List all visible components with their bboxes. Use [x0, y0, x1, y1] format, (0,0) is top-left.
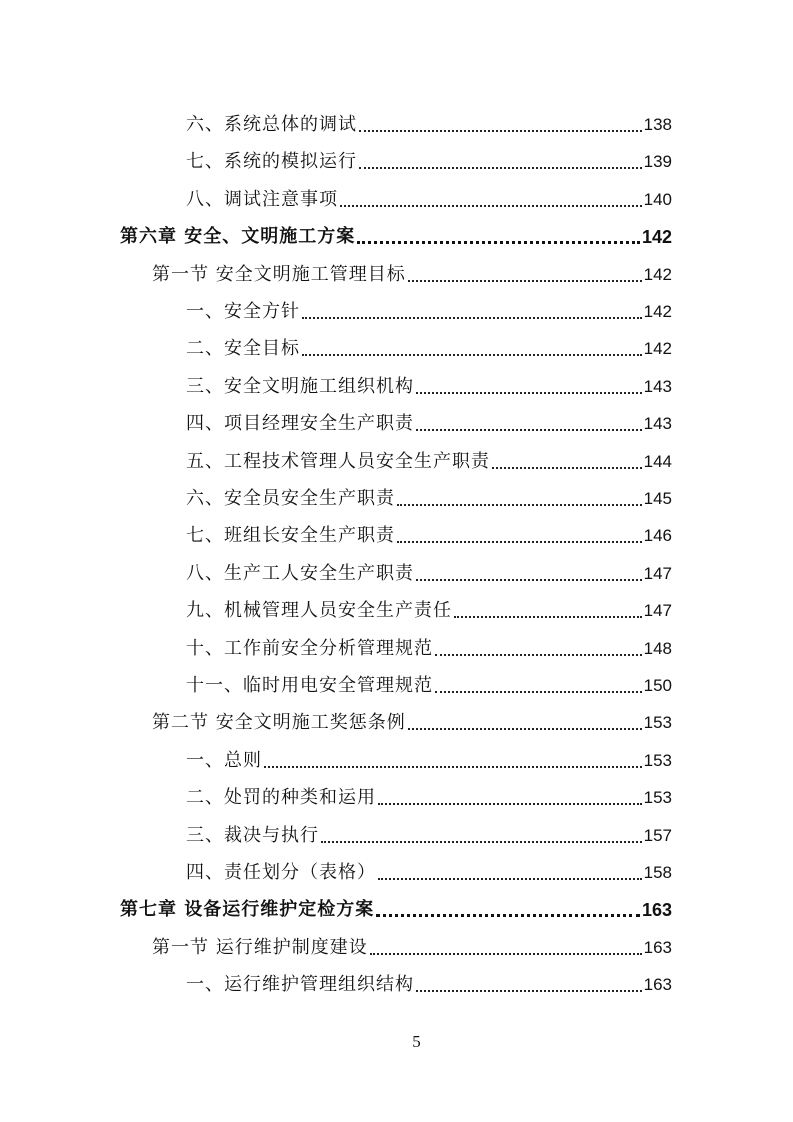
dot-leader — [492, 457, 642, 469]
toc-entry-page-number: 142 — [643, 339, 672, 359]
dot-leader — [359, 120, 642, 132]
toc-entry[interactable] — [0, 699, 672, 735]
toc-entry-page-number: 142 — [641, 227, 672, 248]
toc-entry-page-number: 153 — [643, 713, 672, 733]
toc-entry-title: 一、安全方针 — [186, 301, 300, 322]
toc-entry-page-number: 163 — [641, 900, 672, 921]
toc-entry[interactable] — [0, 812, 672, 848]
toc-entry-title: 第七章 设备运行维护定检方案 — [120, 899, 375, 921]
dot-leader — [370, 943, 642, 955]
toc-entry-page-number: 147 — [643, 563, 672, 583]
dot-leader — [397, 494, 642, 506]
toc-entry[interactable] — [0, 251, 672, 287]
toc-entry-title: 七、班组长安全生产职责 — [186, 525, 395, 547]
dot-leader — [435, 644, 642, 656]
toc-entry-title: 四、责任划分（表格） — [186, 862, 376, 883]
toc-entry-title: 一、总则 — [186, 749, 262, 771]
dot-leader — [359, 157, 642, 169]
toc-entry-page-number: 140 — [643, 189, 672, 209]
toc-entry[interactable] — [0, 924, 672, 960]
toc-entry[interactable] — [0, 288, 672, 324]
dot-leader — [454, 606, 642, 618]
dot-leader — [397, 531, 642, 543]
toc-entry[interactable] — [0, 625, 672, 661]
toc-entry[interactable] — [0, 138, 672, 174]
toc-entry-title: 九、机械管理人员安全生产责任 — [186, 600, 452, 622]
page-number: 5 — [412, 1032, 421, 1051]
toc-entry[interactable] — [0, 587, 672, 623]
dot-leader — [340, 195, 642, 207]
toc-entry-title: 七、系统的模拟运行 — [186, 151, 357, 173]
toc-entry-page-number: 142 — [643, 302, 672, 321]
toc-entry[interactable] — [0, 737, 672, 773]
toc-entry-title: 二、安全目标 — [186, 338, 300, 360]
toc-entry[interactable] — [0, 363, 672, 399]
toc-entry-page-number: 145 — [643, 489, 672, 508]
toc-entry-page-number: 150 — [643, 676, 672, 695]
toc-entry-page-number: 143 — [643, 414, 672, 434]
toc-entry-title: 第一节 安全文明施工管理目标 — [152, 263, 406, 285]
toc-entry-title: 十、工作前安全分析管理规范 — [186, 637, 433, 659]
dot-leader — [264, 756, 642, 768]
toc-entry-title: 第六章 安全、文明施工方案 — [120, 226, 356, 248]
toc-entry-page-number: 147 — [643, 601, 672, 621]
toc-entry-title: 第一节 运行维护制度建设 — [152, 936, 368, 958]
dot-leader — [416, 382, 642, 394]
dot-leader — [416, 419, 642, 431]
dot-leader — [357, 231, 640, 244]
toc-entry[interactable] — [0, 512, 672, 548]
toc-entry[interactable] — [0, 475, 672, 511]
toc-entry-title: 六、安全员安全生产职责 — [186, 488, 395, 509]
toc-entry-title: 八、调试注意事项 — [186, 188, 338, 210]
toc-entry[interactable] — [0, 849, 672, 885]
toc-entry-page-number: 139 — [643, 152, 672, 172]
toc-entry-title: 三、安全文明施工组织机构 — [186, 375, 414, 397]
toc-entry-page-number: 153 — [643, 750, 672, 770]
dot-leader — [302, 344, 642, 356]
toc-entry[interactable] — [0, 550, 672, 586]
dot-leader — [416, 980, 642, 992]
toc-entry-title: 八、生产工人安全生产职责 — [186, 562, 414, 584]
toc-entry-title: 一、运行维护管理组织结构 — [186, 974, 414, 996]
dot-leader — [408, 270, 642, 282]
dot-leader — [376, 904, 640, 917]
toc-entry-page-number: 138 — [643, 115, 672, 134]
toc-entry[interactable] — [0, 886, 672, 922]
toc-entry-title: 十一、临时用电安全管理规范 — [186, 675, 433, 696]
toc-entry-page-number: 142 — [643, 264, 672, 284]
toc-entry[interactable] — [0, 438, 672, 474]
toc-entry-page-number: 144 — [643, 451, 672, 471]
toc-entry-page-number: 148 — [643, 638, 672, 658]
toc-entry[interactable] — [0, 662, 672, 698]
toc-entry-title: 六、系统总体的调试 — [186, 114, 357, 135]
toc-entry-title: 三、裁决与执行 — [186, 824, 319, 846]
dot-leader — [378, 793, 642, 805]
dot-leader — [321, 831, 642, 843]
toc-entry[interactable] — [0, 774, 672, 810]
dot-leader — [416, 569, 642, 581]
toc-entry[interactable] — [0, 213, 672, 249]
toc-entry-page-number: 143 — [643, 376, 672, 396]
toc-entry[interactable] — [0, 961, 672, 997]
dot-leader — [378, 868, 642, 880]
toc-entry-page-number: 158 — [643, 863, 672, 882]
toc-entry-page-number: 153 — [643, 788, 672, 808]
toc-entry-title: 二、处罚的种类和运用 — [186, 787, 376, 809]
dot-leader — [302, 307, 642, 319]
toc-entry-title: 五、工程技术管理人员安全生产职责 — [186, 450, 490, 472]
dot-leader — [408, 718, 642, 730]
dot-leader — [435, 681, 642, 693]
toc-entry-page-number: 146 — [643, 526, 672, 546]
toc-entry-page-number: 163 — [643, 937, 672, 957]
toc-entry[interactable] — [0, 400, 672, 436]
toc-entry-page-number: 157 — [643, 825, 672, 845]
toc-entry[interactable] — [0, 176, 672, 212]
toc-entry-page-number: 163 — [643, 975, 672, 995]
toc-entry-title: 第二节 安全文明施工奖惩条例 — [152, 712, 406, 734]
toc-entry-title: 四、项目经理安全生产职责 — [186, 413, 414, 435]
toc-entry[interactable] — [0, 325, 672, 361]
toc-entry[interactable] — [0, 101, 672, 137]
